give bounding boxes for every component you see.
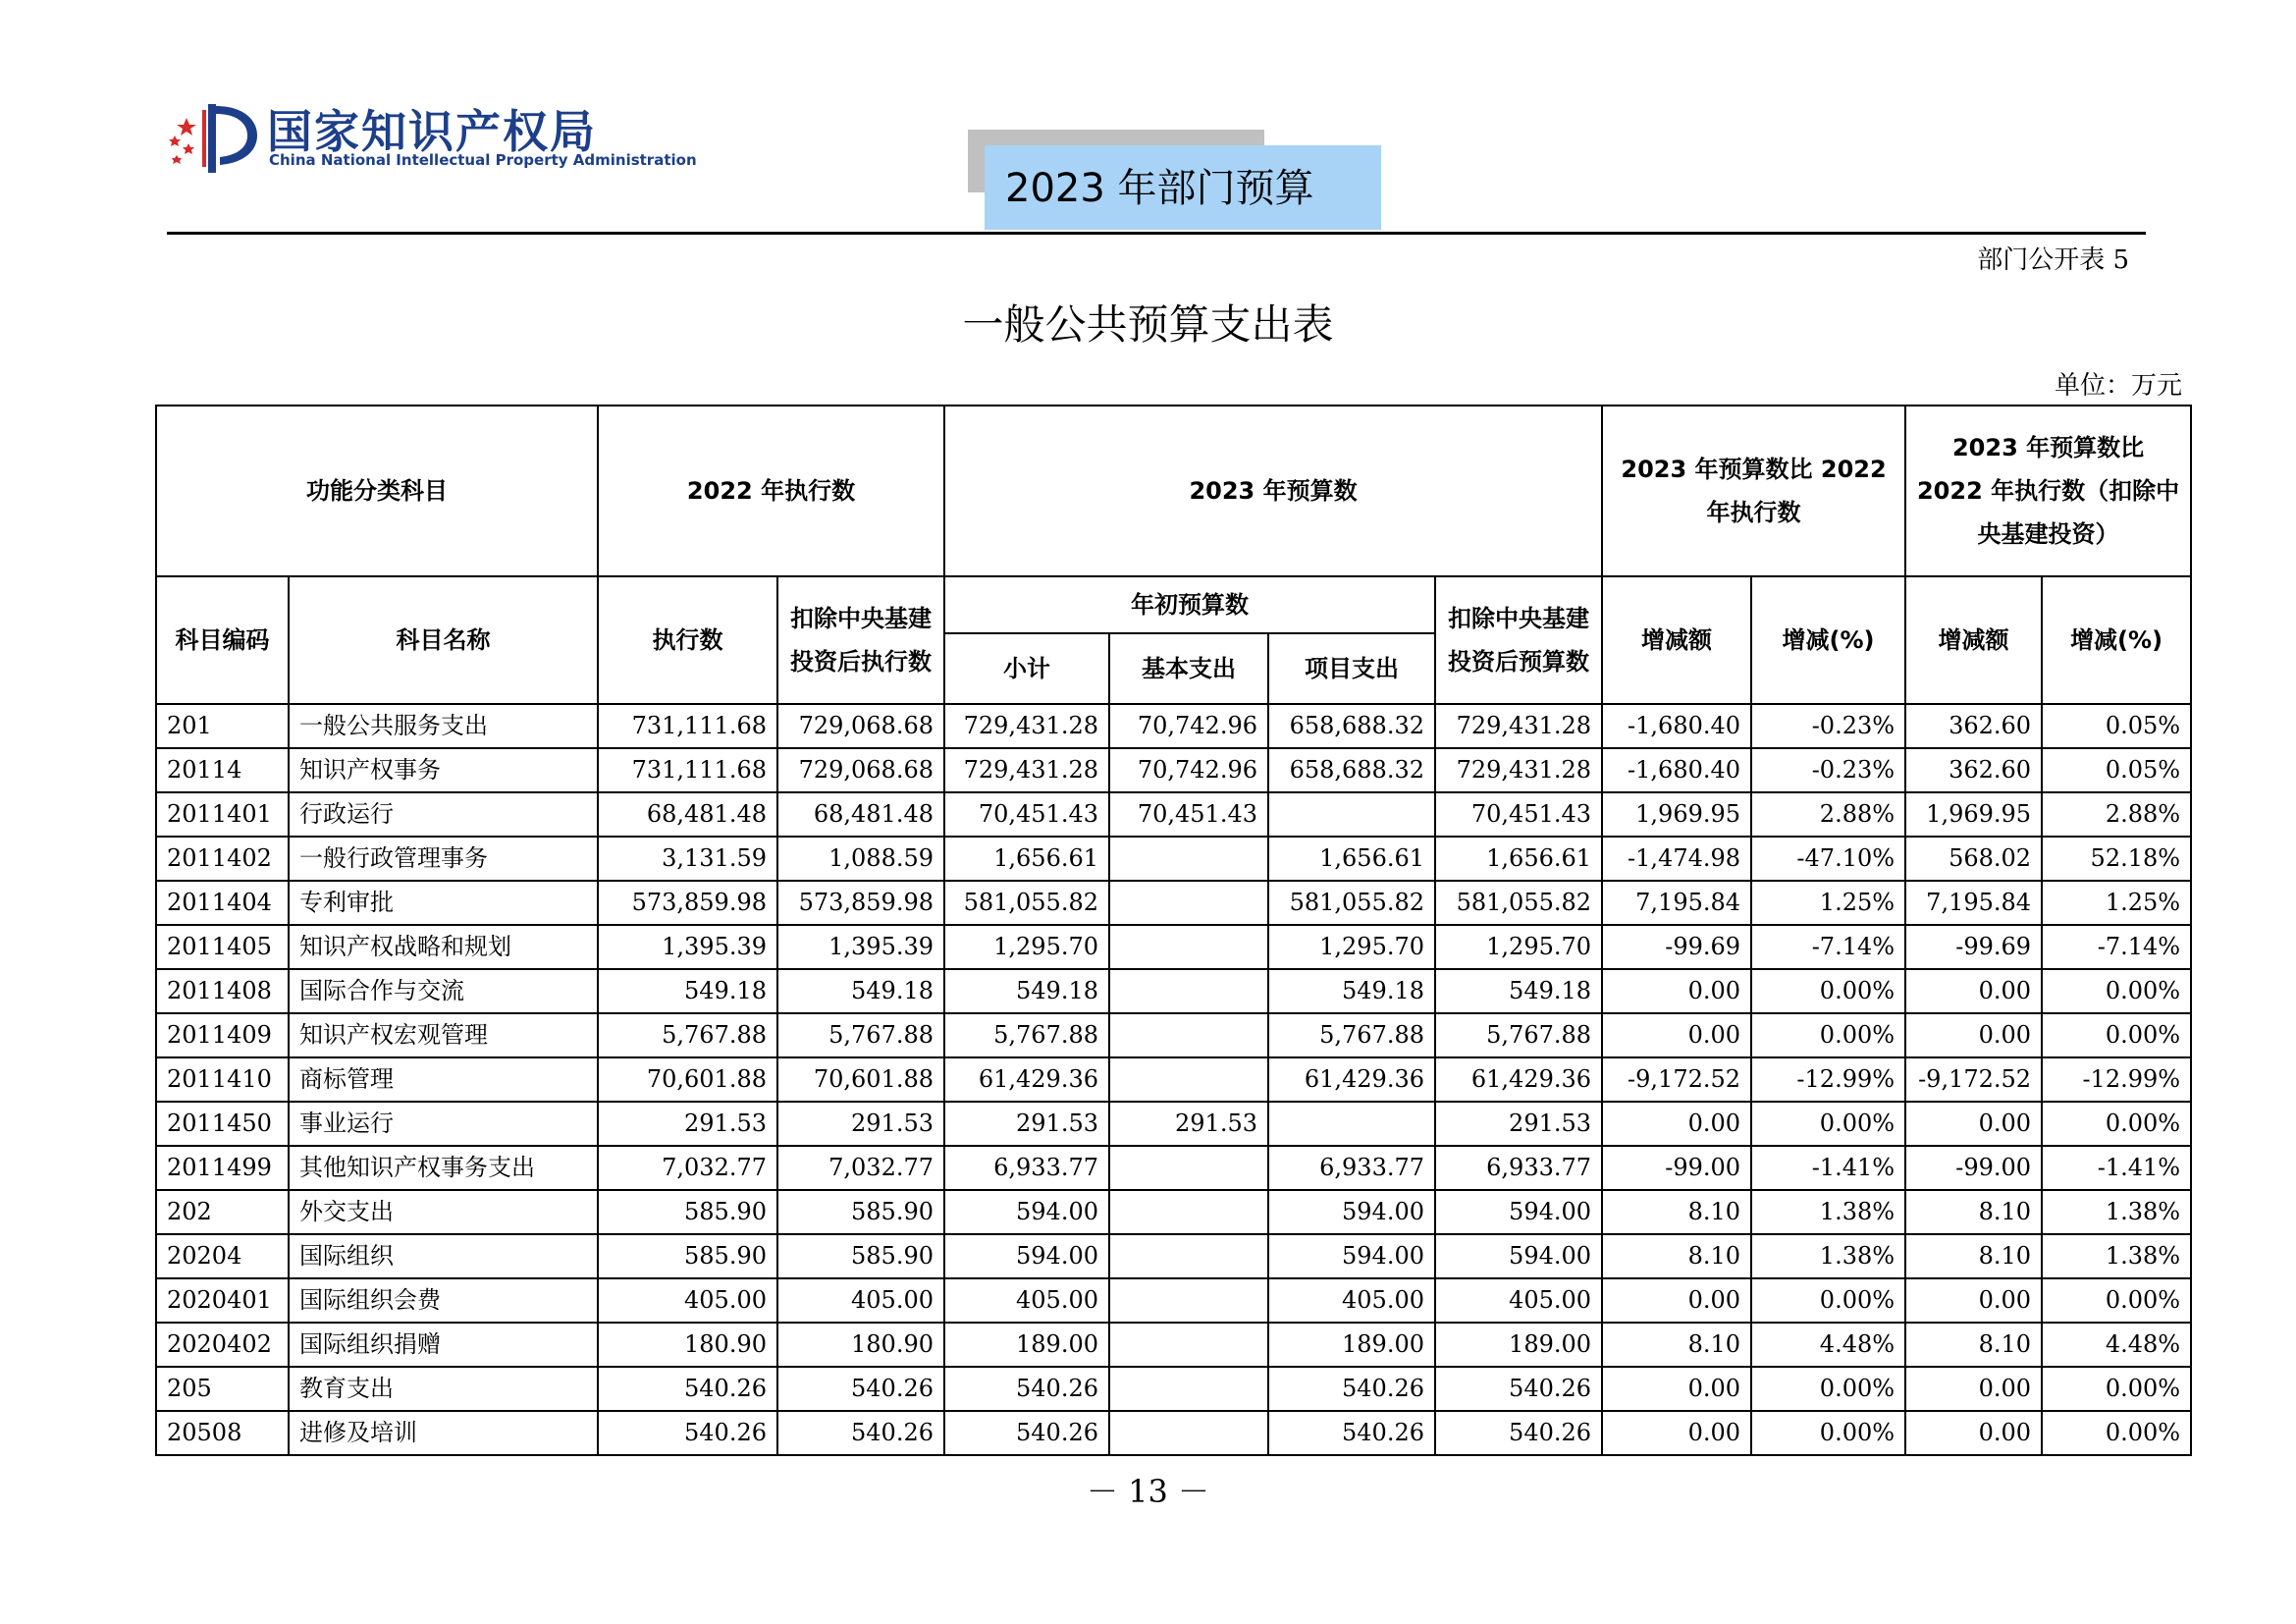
cell-exec-excluding: 405.00 — [777, 1278, 944, 1323]
cell-exec: 68,481.48 — [598, 792, 777, 837]
cell-project: 61,429.36 — [1268, 1057, 1435, 1102]
cell-change-percent: 1.38% — [1751, 1234, 1905, 1278]
header-comparison: 2023 年预算数比 2022 年执行数 — [1602, 406, 1905, 576]
cell-basic: 291.53 — [1109, 1102, 1268, 1146]
cell-exec-excluding: 729,068.68 — [777, 748, 944, 792]
table-row — [156, 1057, 2191, 1102]
cell-subtotal: 729,431.28 — [944, 704, 1109, 748]
cell-change-percent: 0.00% — [1751, 1411, 1905, 1455]
cell-change-amount-ex: 0.00 — [1905, 969, 2042, 1013]
cell-change-amount: -99.69 — [1602, 925, 1751, 969]
cell-exec-excluding: 585.90 — [777, 1190, 944, 1234]
cell-change-percent-ex: 2.88% — [2042, 792, 2191, 837]
cell-subtotal: 5,767.88 — [944, 1013, 1109, 1057]
cell-change-amount: -9,172.52 — [1602, 1057, 1751, 1102]
cell-change-amount: 0.00 — [1602, 969, 1751, 1013]
cell-basic — [1109, 1234, 1268, 1278]
cell-code: 20508 — [156, 1411, 289, 1455]
cell-change-amount-ex: 0.00 — [1905, 1367, 2042, 1411]
table-row — [156, 1190, 2191, 1234]
table-row — [156, 1146, 2191, 1190]
agency-name-cn: 国家知识产权局 — [267, 105, 597, 158]
header-budget-2023: 2023 年预算数 — [944, 406, 1602, 576]
cell-change-percent: 2.88% — [1751, 792, 1905, 837]
cell-change-amount: 0.00 — [1602, 1411, 1751, 1455]
cell-change-amount: 1,969.95 — [1602, 792, 1751, 837]
cell-change-percent-ex: 1.25% — [2042, 881, 2191, 925]
table-row — [156, 704, 2191, 748]
cell-name: 外交支出 — [289, 1190, 598, 1234]
cell-change-percent-ex: 52.18% — [2042, 837, 2191, 881]
cell-budget-excluding: 594.00 — [1435, 1190, 1602, 1234]
table-row — [156, 1234, 2191, 1278]
cell-subtotal: 540.26 — [944, 1411, 1109, 1455]
cell-change-percent: 0.00% — [1751, 1013, 1905, 1057]
cell-budget-excluding: 1,295.70 — [1435, 925, 1602, 969]
cell-exec-excluding: 573,859.98 — [777, 881, 944, 925]
cell-budget-excluding: 405.00 — [1435, 1278, 1602, 1323]
cell-code: 2011401 — [156, 792, 289, 837]
cell-basic — [1109, 969, 1268, 1013]
cell-subtotal: 594.00 — [944, 1190, 1109, 1234]
cell-change-amount-ex: 0.00 — [1905, 1278, 2042, 1323]
cell-change-amount-ex: 362.60 — [1905, 704, 2042, 748]
header-project: 项目支出 — [1268, 633, 1435, 704]
cell-subtotal: 61,429.36 — [944, 1057, 1109, 1102]
budget-table — [155, 405, 2192, 1456]
cell-budget-excluding: 540.26 — [1435, 1367, 1602, 1411]
cell-code: 2020401 — [156, 1278, 289, 1323]
cell-change-amount-ex: 1,969.95 — [1905, 792, 2042, 837]
cell-exec: 549.18 — [598, 969, 777, 1013]
cell-exec: 585.90 — [598, 1234, 777, 1278]
agency-logo — [165, 96, 697, 175]
cell-change-amount: 8.10 — [1602, 1234, 1751, 1278]
cell-subtotal: 405.00 — [944, 1278, 1109, 1323]
cell-project: 658,688.32 — [1268, 704, 1435, 748]
cell-basic — [1109, 1323, 1268, 1367]
cell-change-percent: -12.99% — [1751, 1057, 1905, 1102]
cell-exec: 731,111.68 — [598, 704, 777, 748]
header-name: 科目名称 — [289, 576, 598, 704]
header-comparison-excluding: 2023 年预算数比 2022 年执行数（扣除中央基建投资） — [1905, 406, 2191, 576]
table-row — [156, 792, 2191, 837]
cell-change-amount-ex: 0.00 — [1905, 1102, 2042, 1146]
cell-change-percent-ex: 1.38% — [2042, 1190, 2191, 1234]
cell-project: 5,767.88 — [1268, 1013, 1435, 1057]
cell-change-amount: -1,680.40 — [1602, 704, 1751, 748]
cell-code: 205 — [156, 1367, 289, 1411]
cell-name: 一般行政管理事务 — [289, 837, 598, 881]
cell-project: 594.00 — [1268, 1190, 1435, 1234]
cell-code: 2011405 — [156, 925, 289, 969]
header-change-percent-ex: 增减(%) — [2042, 576, 2191, 704]
cell-exec: 585.90 — [598, 1190, 777, 1234]
cell-name: 知识产权宏观管理 — [289, 1013, 598, 1057]
cell-change-amount: -99.00 — [1602, 1146, 1751, 1190]
cell-basic: 70,451.43 — [1109, 792, 1268, 837]
cell-change-percent-ex: -7.14% — [2042, 925, 2191, 969]
cell-change-amount: 0.00 — [1602, 1102, 1751, 1146]
cell-name: 行政运行 — [289, 792, 598, 837]
cell-subtotal: 6,933.77 — [944, 1146, 1109, 1190]
cell-name: 专利审批 — [289, 881, 598, 925]
cell-budget-excluding: 5,767.88 — [1435, 1013, 1602, 1057]
header-category: 功能分类科目 — [156, 406, 598, 576]
cell-basic: 70,742.96 — [1109, 704, 1268, 748]
cell-exec: 291.53 — [598, 1102, 777, 1146]
cell-exec-excluding: 70,601.88 — [777, 1057, 944, 1102]
cell-change-percent: -47.10% — [1751, 837, 1905, 881]
cell-change-amount-ex: -9,172.52 — [1905, 1057, 2042, 1102]
cell-subtotal: 1,295.70 — [944, 925, 1109, 969]
cell-change-amount: 0.00 — [1602, 1367, 1751, 1411]
cell-exec-excluding: 291.53 — [777, 1102, 944, 1146]
cell-budget-excluding: 189.00 — [1435, 1323, 1602, 1367]
cell-code: 2011404 — [156, 881, 289, 925]
cell-change-percent-ex: 0.00% — [2042, 1367, 2191, 1411]
table-row — [156, 925, 2191, 969]
table-row — [156, 748, 2191, 792]
cell-project — [1268, 1102, 1435, 1146]
cell-name: 进修及培训 — [289, 1411, 598, 1455]
cell-name: 其他知识产权事务支出 — [289, 1146, 598, 1190]
cell-code: 2011402 — [156, 837, 289, 881]
cell-change-percent: 0.00% — [1751, 1367, 1905, 1411]
table-body — [156, 704, 2191, 1455]
cell-change-percent-ex: 0.05% — [2042, 748, 2191, 792]
cell-budget-excluding: 581,055.82 — [1435, 881, 1602, 925]
cell-change-percent-ex: 0.00% — [2042, 1102, 2191, 1146]
cell-project: 1,656.61 — [1268, 837, 1435, 881]
cell-subtotal: 729,431.28 — [944, 748, 1109, 792]
cell-basic — [1109, 1146, 1268, 1190]
cell-subtotal: 581,055.82 — [944, 881, 1109, 925]
cell-change-percent-ex: 1.38% — [2042, 1234, 2191, 1278]
table-row — [156, 1102, 2191, 1146]
cell-exec: 573,859.98 — [598, 881, 777, 925]
cell-name: 国际组织 — [289, 1234, 598, 1278]
cell-change-amount-ex: 8.10 — [1905, 1323, 2042, 1367]
cell-subtotal: 540.26 — [944, 1367, 1109, 1411]
header-change-amount: 增减额 — [1602, 576, 1751, 704]
cell-change-amount-ex: 8.10 — [1905, 1190, 2042, 1234]
cell-budget-excluding: 729,431.28 — [1435, 704, 1602, 748]
form-number: 部门公开表 5 — [1977, 245, 2129, 275]
cell-change-percent-ex: -12.99% — [2042, 1057, 2191, 1102]
cell-subtotal: 1,656.61 — [944, 837, 1109, 881]
cell-subtotal: 291.53 — [944, 1102, 1109, 1146]
cell-change-amount-ex: -99.69 — [1905, 925, 2042, 969]
cell-subtotal: 594.00 — [944, 1234, 1109, 1278]
cell-code: 2011450 — [156, 1102, 289, 1146]
cell-name: 一般公共服务支出 — [289, 704, 598, 748]
cell-basic — [1109, 837, 1268, 881]
cell-exec: 1,395.39 — [598, 925, 777, 969]
cell-name: 知识产权战略和规划 — [289, 925, 598, 969]
cell-project: 581,055.82 — [1268, 881, 1435, 925]
cell-change-percent: 1.38% — [1751, 1190, 1905, 1234]
header-change-amount-ex: 增减额 — [1905, 576, 2042, 704]
cell-budget-excluding: 549.18 — [1435, 969, 1602, 1013]
cell-project: 1,295.70 — [1268, 925, 1435, 969]
cell-code: 2011410 — [156, 1057, 289, 1102]
cell-exec: 7,032.77 — [598, 1146, 777, 1190]
table-row — [156, 1411, 2191, 1455]
cell-change-percent-ex: 4.48% — [2042, 1323, 2191, 1367]
cell-change-amount: -1,680.40 — [1602, 748, 1751, 792]
cell-change-percent: 0.00% — [1751, 969, 1905, 1013]
cell-change-percent-ex: 0.00% — [2042, 1013, 2191, 1057]
cell-change-amount-ex: 0.00 — [1905, 1013, 2042, 1057]
cell-name: 商标管理 — [289, 1057, 598, 1102]
header-budget-excluding: 扣除中央基建投资后预算数 — [1435, 576, 1602, 704]
cell-budget-excluding: 61,429.36 — [1435, 1057, 1602, 1102]
cell-exec-excluding: 1,395.39 — [777, 925, 944, 969]
cell-change-percent: -7.14% — [1751, 925, 1905, 969]
table-row — [156, 969, 2191, 1013]
header-basic: 基本支出 — [1109, 633, 1268, 704]
cell-change-amount: 0.00 — [1602, 1013, 1751, 1057]
cell-change-percent-ex: 0.00% — [2042, 969, 2191, 1013]
cell-project — [1268, 792, 1435, 837]
cell-basic — [1109, 1057, 1268, 1102]
cell-name: 知识产权事务 — [289, 748, 598, 792]
cell-change-amount-ex: 362.60 — [1905, 748, 2042, 792]
cell-exec-excluding: 180.90 — [777, 1323, 944, 1367]
cell-subtotal: 70,451.43 — [944, 792, 1109, 837]
agency-name-en: China National Intellectual Property Administration — [269, 151, 697, 169]
header-exec-2022: 2022 年执行数 — [598, 406, 944, 576]
cell-code: 2011408 — [156, 969, 289, 1013]
cell-change-amount-ex: -99.00 — [1905, 1146, 2042, 1190]
cell-change-percent: 1.25% — [1751, 881, 1905, 925]
cell-change-amount-ex: 568.02 — [1905, 837, 2042, 881]
cell-change-amount-ex: 0.00 — [1905, 1411, 2042, 1455]
cell-change-percent-ex: 0.00% — [2042, 1411, 2191, 1455]
cell-exec-excluding: 7,032.77 — [777, 1146, 944, 1190]
table-row — [156, 881, 2191, 925]
cell-change-percent-ex: 0.00% — [2042, 1278, 2191, 1323]
cell-change-amount-ex: 8.10 — [1905, 1234, 2042, 1278]
cell-change-amount: 8.10 — [1602, 1323, 1751, 1367]
cell-name: 国际组织会费 — [289, 1278, 598, 1323]
cell-exec: 70,601.88 — [598, 1057, 777, 1102]
cell-exec-excluding: 585.90 — [777, 1234, 944, 1278]
cell-name: 事业运行 — [289, 1102, 598, 1146]
cell-exec-excluding: 729,068.68 — [777, 704, 944, 748]
cell-code: 201 — [156, 704, 289, 748]
cell-exec: 5,767.88 — [598, 1013, 777, 1057]
cell-change-percent: 4.48% — [1751, 1323, 1905, 1367]
cell-change-amount: 0.00 — [1602, 1278, 1751, 1323]
cell-exec-excluding: 68,481.48 — [777, 792, 944, 837]
table-row — [156, 1323, 2191, 1367]
header-rule — [167, 232, 2146, 235]
cell-change-amount-ex: 7,195.84 — [1905, 881, 2042, 925]
cell-basic — [1109, 1013, 1268, 1057]
cell-project: 658,688.32 — [1268, 748, 1435, 792]
cell-project: 189.00 — [1268, 1323, 1435, 1367]
cell-subtotal: 549.18 — [944, 969, 1109, 1013]
cell-basic — [1109, 1190, 1268, 1234]
table-row — [156, 1367, 2191, 1411]
cell-exec-excluding: 540.26 — [777, 1411, 944, 1455]
cell-exec: 3,131.59 — [598, 837, 777, 881]
cell-change-percent: 0.00% — [1751, 1278, 1905, 1323]
cell-exec-excluding: 5,767.88 — [777, 1013, 944, 1057]
cell-change-percent: -0.23% — [1751, 704, 1905, 748]
cell-exec: 540.26 — [598, 1367, 777, 1411]
cell-exec-excluding: 549.18 — [777, 969, 944, 1013]
cell-basic — [1109, 1411, 1268, 1455]
cell-project: 594.00 — [1268, 1234, 1435, 1278]
cell-change-amount: 8.10 — [1602, 1190, 1751, 1234]
cell-exec-excluding: 1,088.59 — [777, 837, 944, 881]
cell-budget-excluding: 70,451.43 — [1435, 792, 1602, 837]
cell-code: 2020402 — [156, 1323, 289, 1367]
header-exec-excluding: 扣除中央基建投资后执行数 — [777, 576, 944, 704]
cell-change-percent-ex: 0.05% — [2042, 704, 2191, 748]
cell-project: 549.18 — [1268, 969, 1435, 1013]
header-change-percent: 增减(%) — [1751, 576, 1905, 704]
cell-project: 6,933.77 — [1268, 1146, 1435, 1190]
cell-code: 2011499 — [156, 1146, 289, 1190]
cell-budget-excluding: 291.53 — [1435, 1102, 1602, 1146]
header-exec: 执行数 — [598, 576, 777, 704]
cell-budget-excluding: 6,933.77 — [1435, 1146, 1602, 1190]
cell-name: 国际合作与交流 — [289, 969, 598, 1013]
cell-basic — [1109, 925, 1268, 969]
page-number: － 13 － — [1086, 1473, 1210, 1510]
cell-exec-excluding: 540.26 — [777, 1367, 944, 1411]
cell-exec: 731,111.68 — [598, 748, 777, 792]
cell-change-percent: -1.41% — [1751, 1146, 1905, 1190]
cell-budget-excluding: 594.00 — [1435, 1234, 1602, 1278]
cell-change-amount: 7,195.84 — [1602, 881, 1751, 925]
cell-exec: 540.26 — [598, 1411, 777, 1455]
cell-budget-excluding: 1,656.61 — [1435, 837, 1602, 881]
table-row — [156, 1013, 2191, 1057]
cell-code: 20204 — [156, 1234, 289, 1278]
header-subtotal: 小计 — [944, 633, 1109, 704]
header-code: 科目编码 — [156, 576, 289, 704]
agency-emblem-icon — [165, 96, 263, 175]
cell-change-amount: -1,474.98 — [1602, 837, 1751, 881]
cell-basic: 70,742.96 — [1109, 748, 1268, 792]
cell-change-percent: 0.00% — [1751, 1102, 1905, 1146]
cell-name: 教育支出 — [289, 1367, 598, 1411]
cell-exec: 180.90 — [598, 1323, 777, 1367]
table-row — [156, 1278, 2191, 1323]
cell-project: 540.26 — [1268, 1367, 1435, 1411]
cell-code: 20114 — [156, 748, 289, 792]
cell-project: 405.00 — [1268, 1278, 1435, 1323]
cell-exec: 405.00 — [598, 1278, 777, 1323]
cell-change-percent: -0.23% — [1751, 748, 1905, 792]
table-row — [156, 837, 2191, 881]
cell-budget-excluding: 540.26 — [1435, 1411, 1602, 1455]
banner-title: 2023 年部门预算 — [1005, 166, 1314, 211]
page-title: 一般公共预算支出表 — [962, 300, 1334, 349]
header-initial-budget: 年初预算数 — [944, 576, 1435, 633]
unit-label: 单位：万元 — [2054, 371, 2182, 401]
cell-basic — [1109, 881, 1268, 925]
cell-budget-excluding: 729,431.28 — [1435, 748, 1602, 792]
cell-code: 2011409 — [156, 1013, 289, 1057]
cell-name: 国际组织捐赠 — [289, 1323, 598, 1367]
cell-change-percent-ex: -1.41% — [2042, 1146, 2191, 1190]
cell-basic — [1109, 1278, 1268, 1323]
cell-basic — [1109, 1367, 1268, 1411]
cell-subtotal: 189.00 — [944, 1323, 1109, 1367]
cell-code: 202 — [156, 1190, 289, 1234]
cell-project: 540.26 — [1268, 1411, 1435, 1455]
